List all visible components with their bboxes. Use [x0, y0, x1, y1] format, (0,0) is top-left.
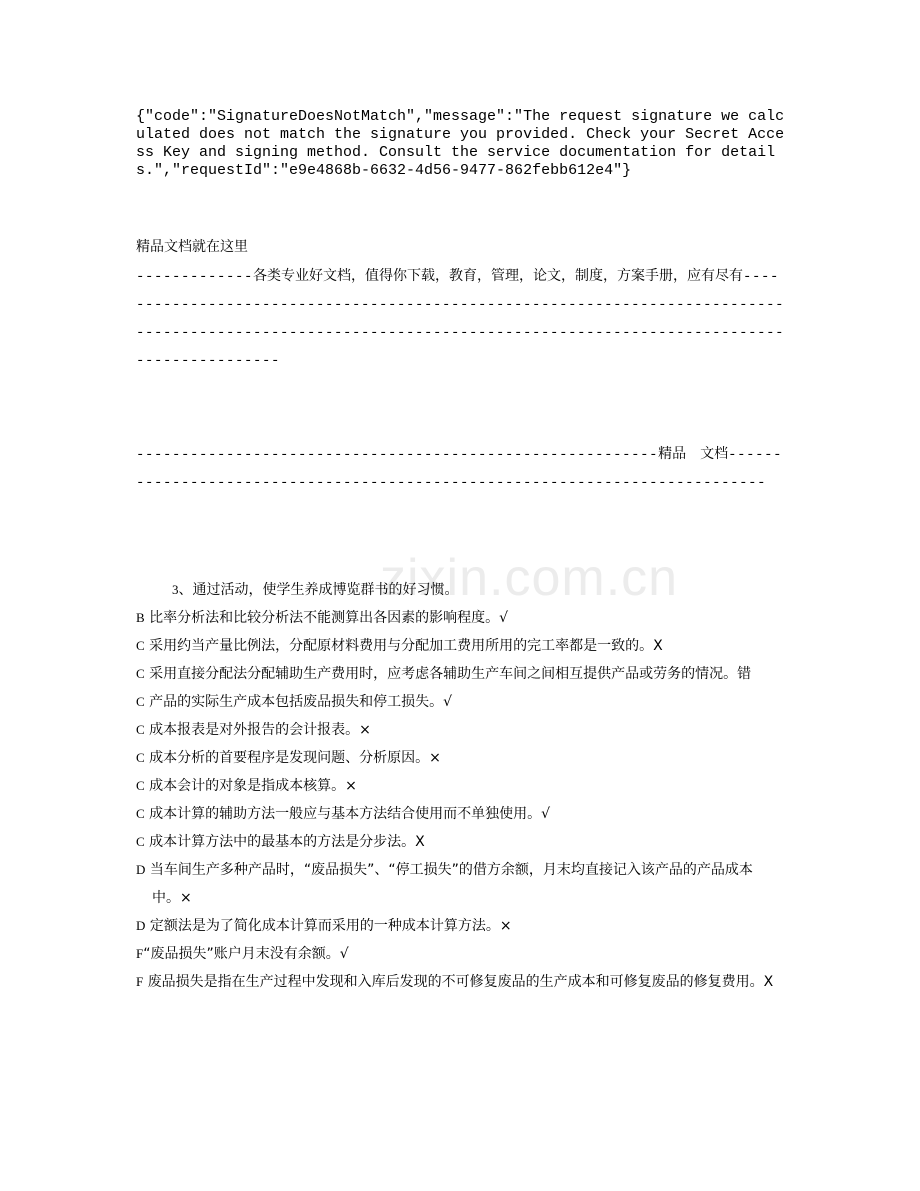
item-prefix: C — [136, 722, 145, 737]
item-text: 成本计算方法中的最基本的方法是分步法。X — [149, 834, 425, 850]
list-item — [136, 912, 786, 940]
item-prefix: D — [136, 862, 146, 877]
list-item — [136, 688, 786, 716]
item-prefix: D — [136, 918, 146, 933]
item-prefix: C — [136, 778, 145, 793]
list-item — [136, 716, 786, 744]
list-item — [136, 576, 786, 604]
item-text: 、通过活动，使学生养成博览群书的好习惯。 — [178, 582, 459, 598]
item-text: 当车间生产多种产品时，“废品损失”、“停工损失”的借方余额，月末均直接记入该产品的产品成本 — [149, 862, 753, 878]
item-prefix: F — [136, 946, 144, 961]
item-text: 成本分析的首要程序是发现问题、分析原因。× — [149, 750, 441, 766]
item-prefix: C — [136, 638, 145, 653]
item-prefix: C — [136, 806, 145, 821]
watermark-text: zixin.com.cn — [380, 549, 679, 607]
header-title: 精品文档就在这里 — [136, 239, 248, 255]
list-item — [136, 884, 786, 912]
dash-right: -------------- — [136, 269, 780, 313]
item-text: 成本会计的对象是指成本核算。× — [149, 778, 357, 794]
item-text: “废品损失”账户月末没有余额。√ — [143, 946, 349, 962]
item-text: 比率分析法和比较分析法不能测算出各因素的影响程度。√ — [149, 610, 509, 626]
list-item — [136, 772, 786, 800]
list-item — [136, 968, 786, 996]
item-text: 中。× — [152, 890, 192, 906]
item-prefix: C — [136, 834, 145, 849]
item-text: 定额法是为了简化成本计算而采用的一种成本计算方法。× — [149, 918, 512, 934]
list-item — [136, 632, 786, 660]
list-item — [136, 604, 786, 632]
separator-label: 精品 文档 — [658, 446, 729, 462]
item-prefix: C — [136, 666, 145, 681]
item-text: 成本报表是对外报告的会计报表。× — [149, 722, 371, 738]
question-list — [136, 576, 786, 996]
item-prefix: F — [136, 974, 144, 989]
item-prefix: B — [136, 610, 145, 625]
item-text: 成本计算的辅助方法一般应与基本方法结合使用而不单独使用。√ — [149, 806, 551, 822]
item-text: 采用直接分配法分配辅助生产费用时，应考虑各辅助生产车间之间相互提供产品或劳务的情况。错 — [149, 666, 752, 682]
item-prefix: C — [136, 750, 145, 765]
item-prefix: 3 — [172, 582, 179, 597]
separator-block — [136, 441, 786, 497]
dash-long: ------------------------------------------------------------------------------------------------------------------------------------------------------ — [136, 297, 785, 369]
item-text: 采用约当产量比例法，分配原材料费用与分配加工费用所用的完工率都是一致的。X — [149, 638, 663, 654]
list-item — [136, 744, 786, 772]
header-tagline: 各类专业好文档，值得你下载，教育，管理，论文，制度，方案手册，应有尽有 — [253, 268, 744, 284]
dash-left: ------------- — [136, 269, 254, 285]
list-item — [136, 940, 786, 968]
list-item — [136, 800, 786, 828]
list-item — [136, 828, 786, 856]
item-prefix: C — [136, 694, 145, 709]
header-tagline-block — [136, 263, 786, 375]
separator-dashes-right: ---------------------------------------------------------------------------- — [136, 447, 783, 491]
list-item — [136, 856, 786, 884]
separator-dashes-left: ---------------------------------------------------------- — [136, 447, 659, 463]
error-json-text: {"code":"SignatureDoesNotMatch","message":"The request signature we calculated does not match the signature you provided. Check your Secret Access Key and signing method. Consult the service documentation for details.","requestId":"e9e4868b-6632-4d56-9477-862febb612e4"} — [136, 108, 785, 179]
item-text: 产品的实际生产成本包括废品损失和停工损失。√ — [149, 694, 453, 710]
item-text: 废品损失是指在生产过程中发现和入库后发现的不可修复废品的生产成本和可修复废品的修复费用。X — [147, 974, 774, 990]
list-item — [136, 660, 786, 688]
